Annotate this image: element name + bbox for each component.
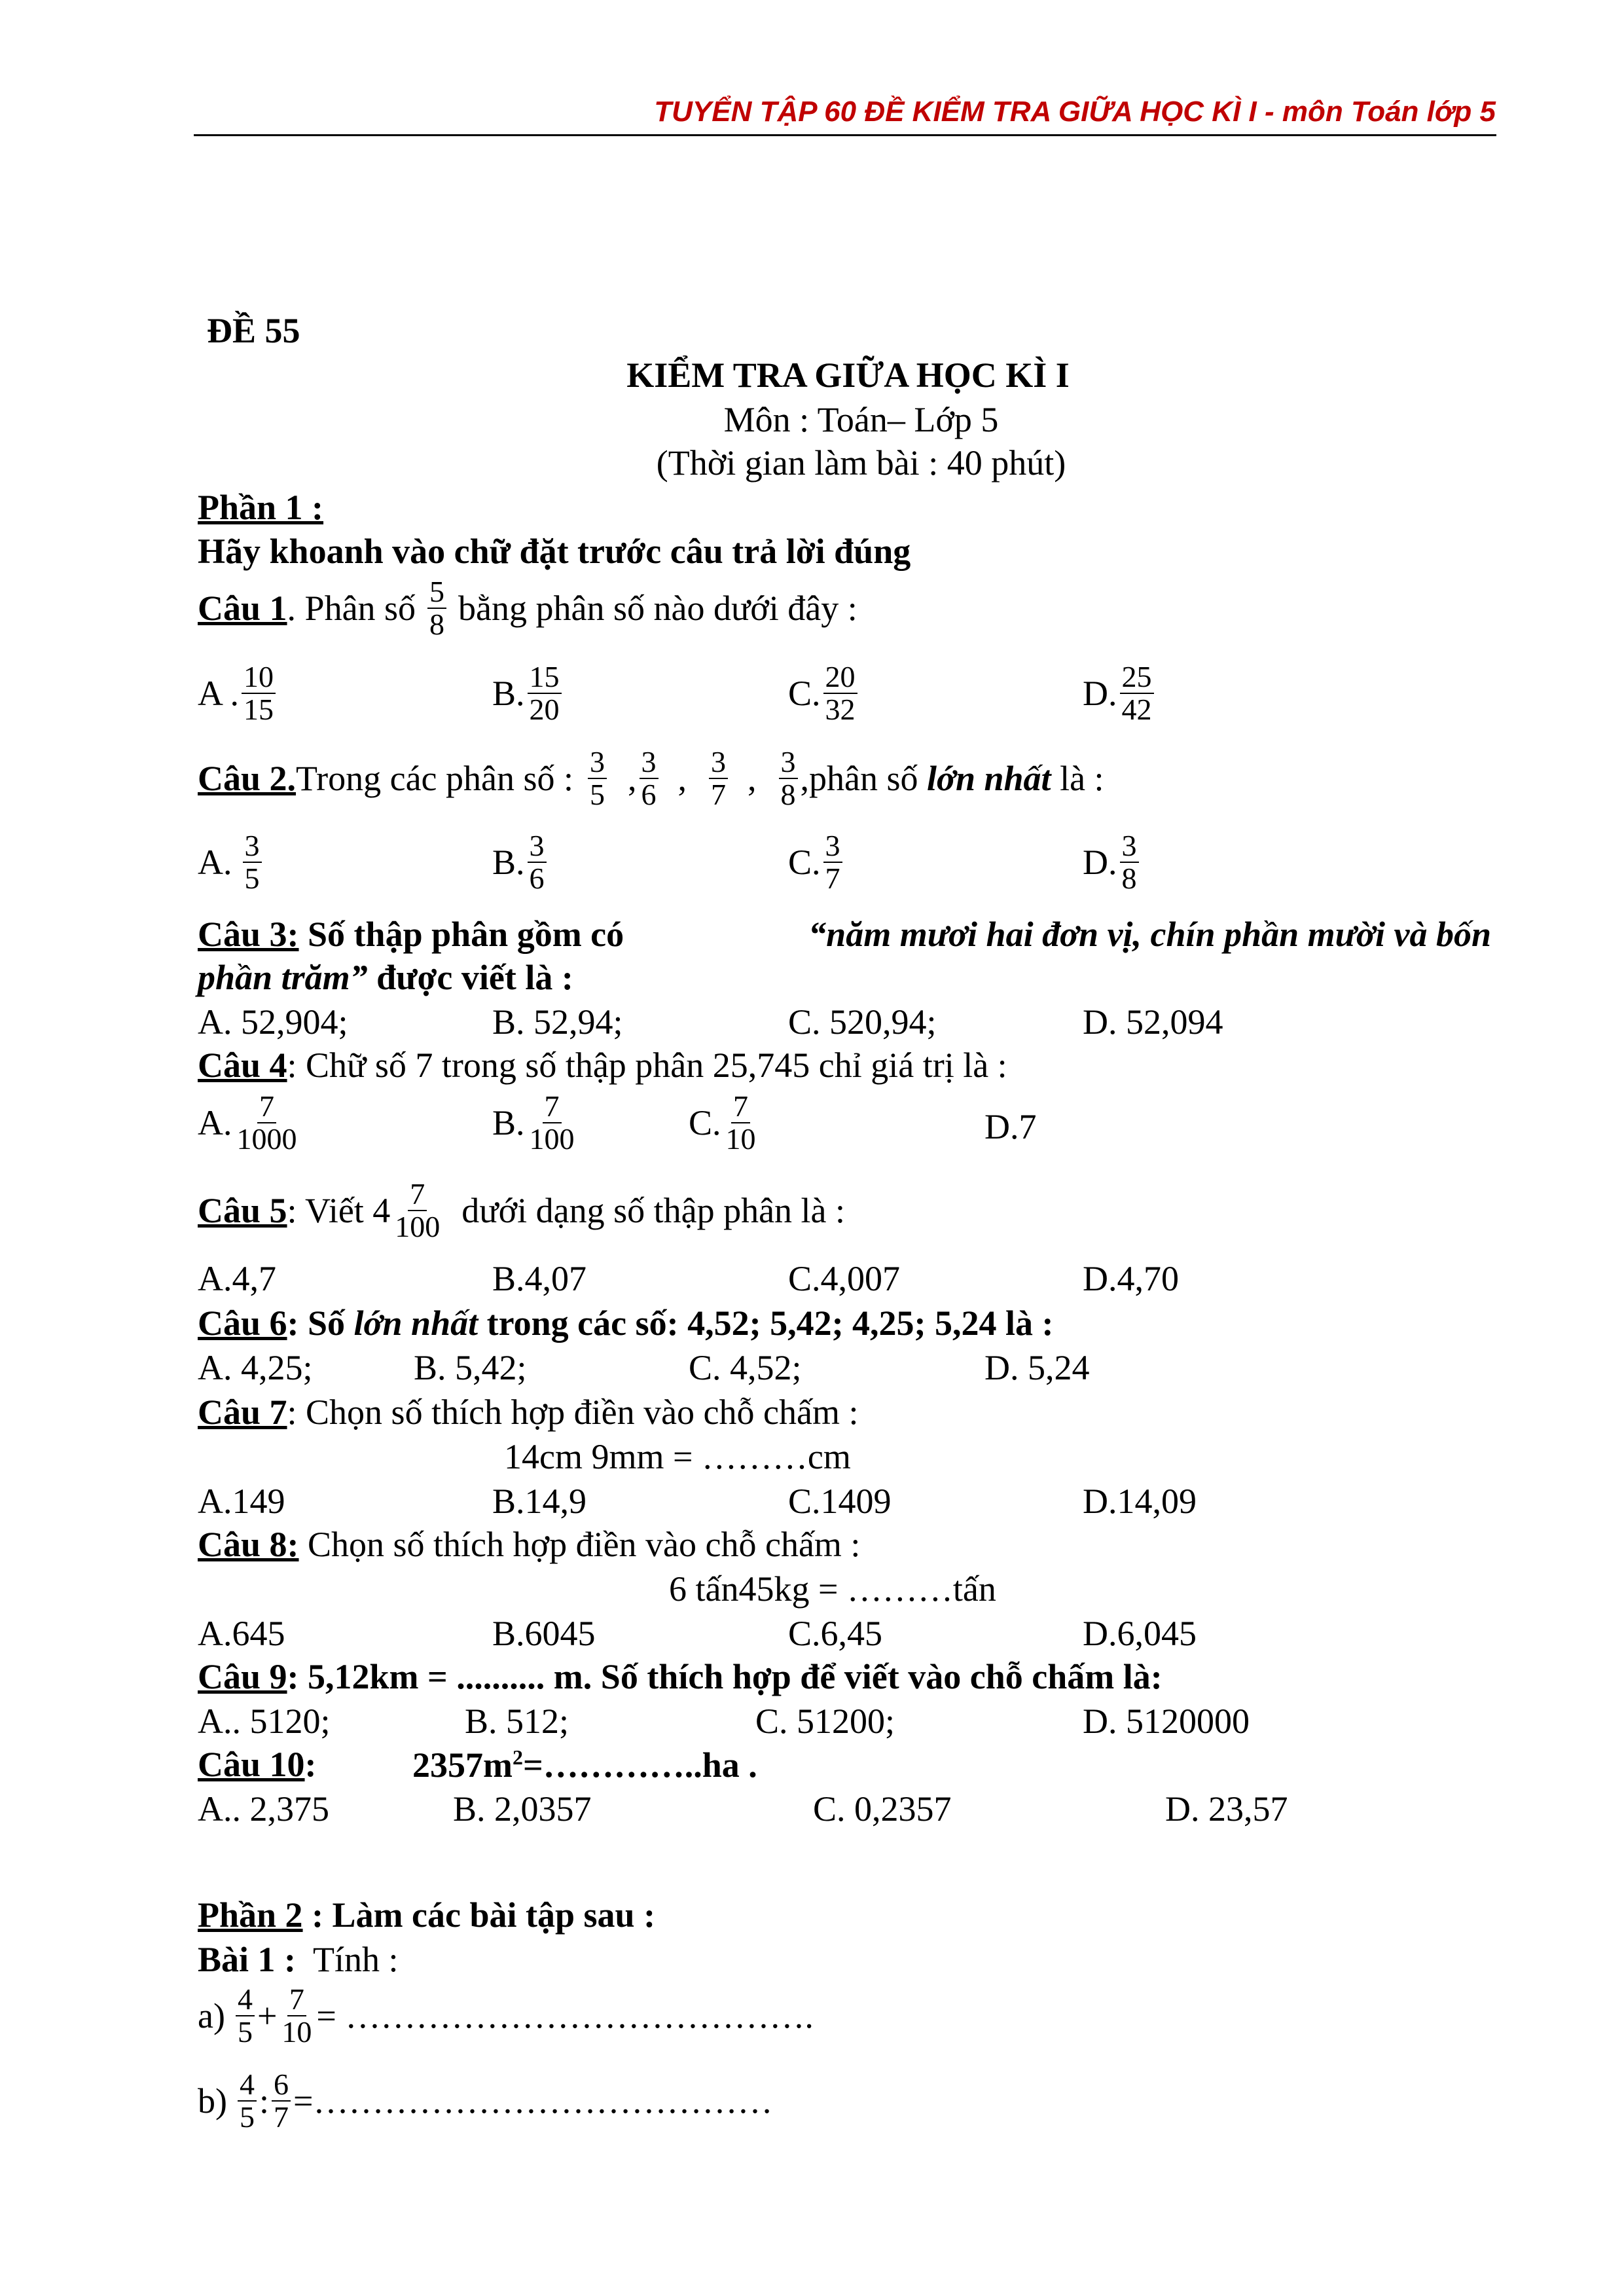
question-label: Câu 5 — [198, 1191, 287, 1231]
q1-option-c[interactable] — [788, 661, 860, 726]
question-label: Câu 6 — [198, 1303, 287, 1343]
numerator: 5 — [427, 576, 446, 609]
option-letter: A. — [198, 843, 232, 883]
denominator: 32 — [825, 693, 856, 727]
exam-time: (Thời gian làm bài : 40 phút) — [656, 443, 1066, 483]
option-letter: C. — [788, 843, 821, 883]
question-colon: : — [304, 1745, 317, 1784]
q5-option-a[interactable]: A.4,7 — [198, 1259, 276, 1298]
separator: , — [628, 759, 637, 799]
option-letter: B. — [492, 843, 525, 883]
item-label: a) — [198, 1996, 225, 2036]
denominator: 8 — [429, 608, 445, 642]
option-letter: B. — [492, 674, 525, 714]
fraction — [528, 830, 547, 895]
bai1-text: Tính : — [313, 1940, 399, 1979]
fraction — [528, 661, 562, 726]
numerator: 3 — [640, 746, 659, 779]
question-5 — [198, 1178, 845, 1243]
question-text: Số thập phân gồm có — [308, 915, 624, 954]
exponent: 2 — [512, 1745, 523, 1769]
q5-option-b[interactable]: B.4,07 — [492, 1259, 587, 1298]
part2-label: Phần 2 — [198, 1895, 303, 1935]
numerator: 7 — [543, 1091, 562, 1123]
denominator: 7 — [711, 778, 726, 812]
fraction — [1120, 830, 1139, 895]
numerator: 3 — [779, 746, 798, 779]
part2-heading — [198, 1897, 655, 1933]
question-text: là : — [1060, 759, 1104, 799]
q7-option-a[interactable]: A.149 — [198, 1482, 285, 1521]
question-label: Câu 7 — [198, 1393, 287, 1432]
fraction — [235, 1091, 299, 1156]
fraction — [1120, 661, 1154, 726]
question-text: : Chọn số thích hợp điền vào chỗ chấm : — [287, 1393, 859, 1432]
numerator: 3 — [243, 830, 262, 863]
numerator: 3 — [709, 746, 728, 779]
question-quote: phần trăm” — [198, 958, 368, 997]
q3-option-a[interactable]: A. 52,904; — [198, 1002, 348, 1042]
denominator: 5 — [590, 778, 605, 812]
q8-option-d[interactable]: D.6,045 — [1083, 1614, 1197, 1653]
denominator: 20 — [529, 693, 560, 727]
q10-option-b[interactable]: B. 2,0357 — [453, 1789, 592, 1829]
fraction — [236, 1984, 255, 2049]
fraction — [528, 1091, 577, 1156]
denominator: 100 — [395, 1210, 441, 1244]
bai1-item-b — [198, 2069, 772, 2134]
numerator: 7 — [731, 1091, 750, 1123]
q8-option-a[interactable]: A.645 — [198, 1614, 285, 1653]
fraction — [243, 830, 262, 895]
bai1-item-a — [198, 1984, 814, 2049]
separator: , — [677, 759, 687, 799]
question-2 — [198, 746, 1104, 811]
numerator: 7 — [287, 1984, 306, 2016]
question-text: : Viết 4 — [287, 1191, 391, 1231]
q7-option-c[interactable]: C.1409 — [788, 1482, 892, 1521]
q7-expression: 14cm 9mm = ………cm — [504, 1437, 851, 1476]
part1-instruction: Hãy khoanh vào chữ đặt trước câu trả lời đúng — [198, 532, 911, 571]
bai1-heading — [198, 1942, 399, 1977]
question-quote: “năm mươi hai đơn vị, chín phần mười và bốn — [808, 915, 1491, 954]
question-label: Câu 1 — [198, 589, 287, 629]
q2-option-b[interactable] — [492, 830, 549, 895]
question-label: Câu 4 — [198, 1046, 287, 1085]
q6-option-a[interactable]: A. 4,25; — [198, 1348, 313, 1387]
question-text: dưới dạng số thập phân là : — [461, 1191, 846, 1231]
q6-option-d[interactable]: D. 5,24 — [984, 1348, 1090, 1387]
q9-option-d[interactable]: D. 5120000 — [1083, 1702, 1250, 1741]
bai1-label: Bài 1 : — [198, 1940, 297, 1979]
question-text: : Số — [287, 1303, 346, 1343]
q4-option-a[interactable] — [198, 1091, 302, 1156]
emphasis: lớn nhất — [353, 1303, 478, 1343]
q7-option-d[interactable]: D.14,09 — [1083, 1482, 1197, 1521]
expression-part: 2357m — [412, 1745, 513, 1785]
fraction — [640, 746, 659, 811]
numerator: 4 — [236, 1984, 255, 2016]
fraction — [272, 2069, 291, 2134]
numerator: 15 — [528, 661, 562, 694]
question-label: Câu 9 — [198, 1657, 287, 1696]
fraction — [427, 576, 446, 641]
option-letter: A . — [198, 674, 240, 714]
denominator: 6 — [529, 862, 545, 896]
question-3 — [198, 917, 1491, 952]
part2-text: : Làm các bài tập sau : — [312, 1895, 656, 1935]
fraction — [709, 746, 728, 811]
question-text: Trong các phân số : — [296, 759, 573, 799]
q3-option-b[interactable]: B. 52,94; — [492, 1002, 623, 1042]
separator: , — [748, 759, 757, 799]
q8-option-c[interactable]: C.6,45 — [788, 1614, 883, 1653]
denominator: 42 — [1121, 693, 1152, 727]
question-label: Câu 3: — [198, 915, 299, 954]
question-10 — [198, 1747, 317, 1782]
q9-option-c[interactable]: C. 51200; — [755, 1702, 895, 1741]
question-text: : 5,12km = .......... m. Số thích hợp để viết vào chỗ chấm là: — [287, 1657, 1163, 1696]
option-letter: B. — [492, 1103, 525, 1143]
denominator: 15 — [244, 693, 274, 727]
question-label: Câu 2. — [198, 759, 297, 799]
denominator: 7 — [825, 862, 840, 896]
answer-blank[interactable]: =………………………………… — [293, 2081, 773, 2121]
question-label: Câu 8: — [198, 1525, 299, 1564]
page-header: TUYỂN TẬP 60 ĐỀ KIỂM TRA GIỮA HỌC KÌ I - môn Toán lớp 5 — [654, 96, 1496, 128]
q5-option-d[interactable]: D.4,70 — [1083, 1259, 1179, 1298]
q10-option-c[interactable]: C. 0,2357 — [813, 1789, 952, 1829]
fraction — [280, 1984, 314, 2049]
q2-option-c[interactable] — [788, 830, 845, 895]
question-6 — [198, 1305, 1054, 1341]
question-text: Chọn số thích hợp điền vào chỗ chấm : — [308, 1525, 861, 1564]
part1-label: Phần 1 : — [198, 488, 324, 527]
q10-expression — [412, 1747, 757, 1783]
fraction — [823, 661, 857, 726]
q9-option-a[interactable]: A.. 5120; — [198, 1702, 331, 1741]
denominator: 1000 — [236, 1122, 297, 1156]
q4-option-b[interactable] — [492, 1091, 579, 1156]
q10-option-d[interactable]: D. 23,57 — [1165, 1789, 1288, 1829]
question-3-cont — [198, 960, 573, 995]
fraction — [823, 830, 842, 895]
numerator: 4 — [238, 2069, 257, 2102]
exam-title: KIỂM TRA GIỮA HỌC KÌ I — [626, 355, 1070, 395]
question-text: bằng phân số nào dưới đây : — [458, 589, 857, 629]
q8-expression: 6 tấn45kg = ………tấn — [669, 1569, 996, 1609]
question-label: Câu 10 — [198, 1745, 305, 1784]
q3-option-d[interactable]: D. 52,094 — [1083, 1002, 1223, 1042]
question-text: ,phân số — [800, 759, 918, 799]
q1-option-a[interactable] — [198, 661, 278, 726]
denominator: 5 — [237, 2015, 253, 2049]
question-text: . Phân số — [287, 589, 416, 629]
denominator: 5 — [244, 862, 260, 896]
numerator: 6 — [272, 2069, 291, 2102]
q2-option-d[interactable] — [1083, 830, 1142, 895]
item-label: b) — [198, 2081, 227, 2121]
question-9 — [198, 1659, 1163, 1694]
q1-option-b[interactable] — [492, 661, 564, 726]
operator: + — [257, 1996, 278, 2036]
numerator: 3 — [1120, 830, 1139, 863]
q4-option-d[interactable]: D.7 — [984, 1107, 1037, 1146]
option-letter: D. — [1083, 843, 1117, 883]
header-divider — [194, 134, 1496, 136]
q2-option-a[interactable] — [198, 830, 264, 895]
q10-option-a[interactable]: A.. 2,375 — [198, 1789, 329, 1829]
denominator: 6 — [641, 778, 657, 812]
fraction — [393, 1178, 442, 1243]
fraction — [779, 746, 798, 811]
answer-blank[interactable]: = …………………………………. — [316, 1996, 814, 2036]
question-8 — [198, 1527, 860, 1562]
denominator: 8 — [1121, 862, 1137, 896]
q4-option-c[interactable] — [689, 1091, 761, 1156]
emphasis: lớn nhất — [926, 759, 1051, 799]
option-letter: C. — [689, 1103, 721, 1143]
question-7 — [198, 1394, 858, 1430]
fraction — [588, 746, 607, 811]
q7-option-b[interactable]: B.14,9 — [492, 1482, 587, 1521]
numerator: 10 — [242, 661, 276, 694]
numerator: 7 — [257, 1091, 276, 1123]
operator: : — [259, 2081, 269, 2121]
denominator: 8 — [780, 778, 796, 812]
denominator: 10 — [281, 2015, 312, 2049]
expression-part: =…………..ha . — [522, 1745, 757, 1785]
fraction — [242, 661, 276, 726]
option-letter: D. — [1083, 674, 1117, 714]
q6-option-b[interactable]: B. 5,42; — [414, 1348, 527, 1387]
q1-option-d[interactable] — [1083, 661, 1157, 726]
denominator: 7 — [274, 2100, 289, 2134]
fraction — [724, 1091, 758, 1156]
question-text: : Chữ số 7 trong số thập phân 25,745 chỉ giá trị là : — [287, 1046, 1007, 1085]
numerator: 7 — [408, 1178, 427, 1211]
denominator: 10 — [725, 1122, 756, 1156]
exam-subject: Môn : Toán– Lớp 5 — [723, 400, 999, 439]
question-1 — [198, 576, 857, 641]
option-letter: A. — [198, 1103, 232, 1143]
q5-option-c[interactable]: C.4,007 — [788, 1259, 901, 1298]
q9-option-b[interactable]: B. 512; — [465, 1702, 569, 1741]
numerator: 3 — [823, 830, 842, 863]
numerator: 20 — [823, 661, 857, 694]
exam-code: ĐỀ 55 — [207, 311, 300, 350]
denominator: 5 — [239, 2100, 255, 2134]
q8-option-b[interactable]: B.6045 — [492, 1614, 596, 1653]
question-text: được viết là : — [376, 958, 573, 997]
numerator: 3 — [588, 746, 607, 779]
fraction — [238, 2069, 257, 2134]
numerator: 25 — [1120, 661, 1154, 694]
q3-option-c[interactable]: C. 520,94; — [788, 1002, 937, 1042]
question-text: trong các số: 4,52; 5,42; 4,25; 5,24 là : — [486, 1303, 1054, 1343]
q6-option-c[interactable]: C. 4,52; — [689, 1348, 802, 1387]
denominator: 100 — [529, 1122, 575, 1156]
question-4 — [198, 1048, 1007, 1083]
numerator: 3 — [528, 830, 547, 863]
option-letter: C. — [788, 674, 821, 714]
